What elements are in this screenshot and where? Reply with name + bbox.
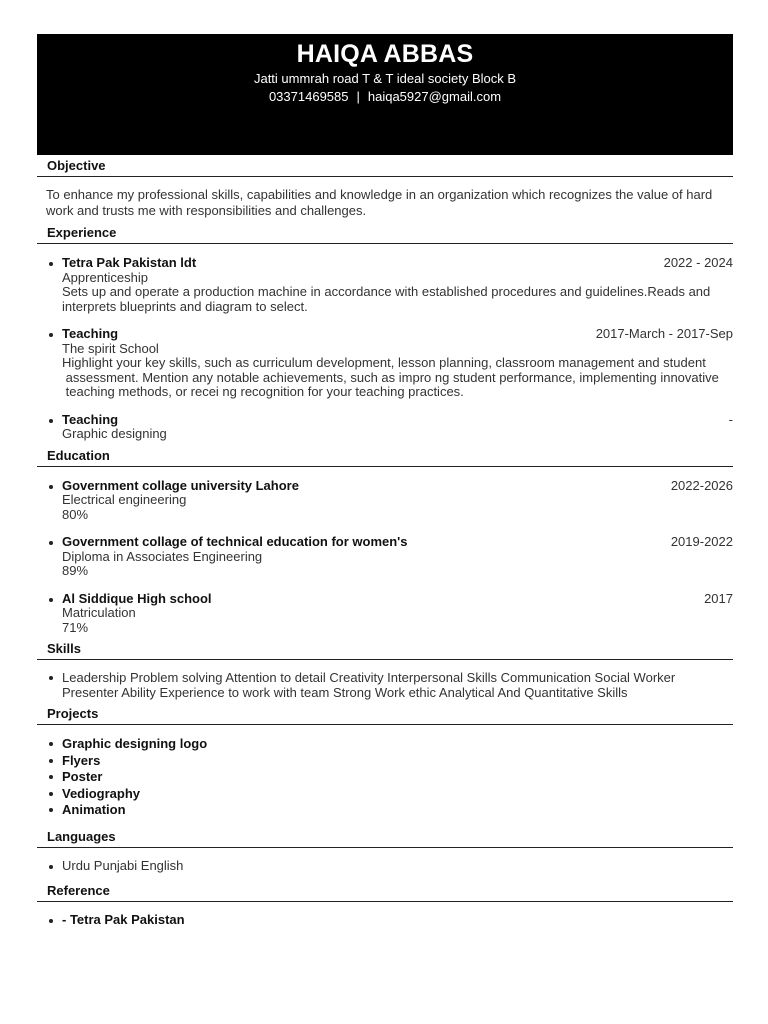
education-school: Al Siddique High school — [62, 590, 212, 606]
section-title-skills: Skills — [37, 641, 733, 660]
education-score: 80% — [62, 506, 89, 522]
experience-org: Tetra Pak Pakistan ldt — [62, 255, 197, 270]
project-item: Animation — [62, 802, 733, 819]
experience-list — [37, 244, 733, 442]
section-title-objective: Objective — [37, 158, 733, 177]
section-title-projects: Projects — [37, 706, 733, 725]
education-dates: 2017 — [704, 590, 733, 606]
contact-separator: | — [356, 89, 360, 104]
project-item: Vediography — [62, 786, 733, 803]
languages-list — [37, 848, 733, 884]
experience-role: Apprenticeship — [62, 269, 148, 285]
languages-item: Urdu Punjabi English — [62, 859, 733, 874]
education-school: Government collage university Lahore — [62, 477, 299, 493]
resume-header — [37, 34, 733, 155]
candidate-name: HAIQA ABBAS — [296, 40, 474, 68]
education-school: Government collage of technical education for women's — [62, 534, 408, 549]
reference-section — [37, 883, 733, 928]
education-item — [62, 535, 733, 579]
project-item: Flyers — [62, 753, 733, 770]
skills-section — [37, 641, 733, 706]
experience-item — [62, 256, 733, 314]
skills-list — [37, 660, 733, 706]
experience-role: The spirit School — [62, 340, 159, 356]
education-score: 89% — [62, 563, 89, 578]
education-dates: 2022-2026 — [670, 477, 733, 493]
education-item — [62, 479, 733, 523]
resume-body — [37, 158, 733, 928]
contact-line — [37, 89, 733, 104]
education-item — [62, 592, 733, 636]
education-program: Matriculation — [62, 605, 136, 620]
experience-org: Teaching — [62, 411, 119, 427]
education-section — [37, 448, 733, 636]
experience-role: Graphic designing — [62, 426, 167, 441]
reference-item: - Tetra Pak Pakistan — [62, 913, 733, 928]
experience-item — [62, 327, 733, 400]
phone: 03371469585 — [268, 89, 349, 104]
section-title-reference: Reference — [37, 883, 733, 902]
experience-dates: 2017-March - 2017-Sep — [595, 326, 733, 341]
experience-description: Highlight your key skills, such as curriculum development, lesson planning, classroom management and student assessment. Mention any notable achievements, such as impro ng student performance, implementing innovative teaching methods, or recei ng recognition for your teaching practices. — [62, 355, 719, 399]
experience-description: Sets up and operate a production machine in accordance with established procedures and guidelines.Reads and interprets blueprints and diagram to select. — [62, 284, 714, 314]
experience-dates: - — [728, 411, 733, 427]
education-score: 71% — [62, 619, 89, 635]
experience-section — [37, 225, 733, 442]
education-program: Diploma in Associates Engineering — [62, 548, 263, 564]
projects-section — [37, 706, 733, 829]
reference-list — [37, 902, 733, 928]
languages-section — [37, 829, 733, 884]
project-item: Poster — [62, 769, 733, 786]
section-title-education: Education — [37, 448, 733, 467]
project-item: Graphic designing logo — [62, 736, 733, 753]
education-program: Electrical engineering — [62, 492, 187, 507]
education-dates: 2019-2022 — [670, 534, 733, 549]
address: Jatti ummrah road T & T ideal society Block B — [253, 71, 517, 86]
projects-list — [37, 725, 733, 829]
education-list — [37, 467, 733, 636]
experience-item — [62, 413, 733, 442]
objective-section — [37, 158, 733, 225]
email: haiqa5927@gmail.com — [367, 89, 502, 104]
section-title-languages: Languages — [37, 829, 733, 848]
objective-text: To enhance my professional skills, capabilities and knowledge in an organization which recognizes the value of hard work and trusts me with responsibilities and challenges. — [46, 187, 713, 218]
skills-item: Leadership Problem solving Attention to detail Creativity Interpersonal Skills Communication Social Worker Presenter Ability Experience to work with team Strong Work ethic Analytical And Quantitative Skills — [62, 670, 733, 700]
experience-dates: 2022 - 2024 — [663, 255, 733, 270]
experience-org: Teaching — [62, 326, 119, 341]
section-title-experience: Experience — [37, 225, 733, 244]
